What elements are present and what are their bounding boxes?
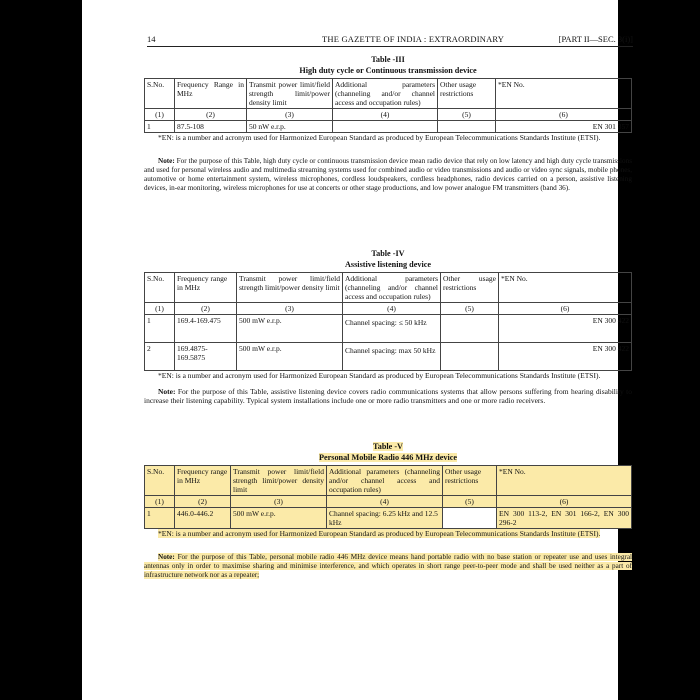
table5 — [144, 465, 632, 529]
colnum: (3) — [231, 496, 327, 508]
colnum: (6) — [496, 109, 632, 121]
table4-h-sno: S.No. — [145, 273, 175, 303]
note-label: Note: — [158, 386, 176, 396]
gazette-page — [82, 0, 633, 700]
note-text: For the purpose of this Table, high duty cycle or continuous transmission device mean radio device that rely on low latency and high duty cycle transmissions and used for personal wireless audio and multimedia streaming systems used for combined audio or video transmissions and audio or video sync signals, mobile phones, automotive or home entertainment system, wireless microphones, cordless loudspeakers, cordless headphones, radio devices carried on a person, assistive listening devices, in-ear monitoring, wireless microphones for use at concerts or other stage productions, and low power analogue FM transmitters (band 36). — [144, 156, 633, 193]
cell-other — [441, 315, 499, 343]
cell-freq: 446.0-446.2 — [175, 508, 231, 529]
page-header — [147, 34, 633, 47]
table5-footnote-wrap — [144, 529, 632, 539]
cell-freq: 87.5-108 — [175, 121, 247, 133]
colnum: (2) — [175, 496, 231, 508]
table4-label: Table -IV — [371, 249, 405, 258]
cell-freq: 169.4875-169.5875 — [175, 343, 237, 371]
cell-power: 500 mW e.r.p. — [231, 508, 327, 529]
table4-h-params: Additional parameters (channeling and/or channel access and occupation rules) — [343, 273, 441, 303]
cell-power: 50 nW e.r.p. — [247, 121, 333, 133]
note-label: Note: — [158, 552, 175, 561]
cell-en: EN 300 113-2, EN 301 166-2, EN 300 296-2 — [497, 508, 632, 529]
colnum: (3) — [247, 109, 333, 121]
colnum: (3) — [237, 303, 343, 315]
table3-h-other: Other usage restrictions — [438, 79, 496, 109]
cell-other — [438, 121, 496, 133]
table4-header-row — [145, 273, 632, 303]
table3 — [144, 78, 632, 133]
table4-note — [144, 387, 632, 406]
cell-en: EN 301 357 — [496, 121, 632, 133]
colnum: (4) — [343, 303, 441, 315]
table5-header-row — [145, 466, 632, 496]
table3-title: High duty cycle or Continuous transmission device — [299, 66, 477, 75]
table5-h-en: *EN No. — [497, 466, 632, 496]
page-number: 14 — [147, 34, 156, 44]
colnum: (4) — [327, 496, 443, 508]
note-text: For the purpose of this Table, assistive listening device covers radio communications systems that allow persons suffering from hearing disability to increase their listening capability. Typical system installations include one or more radio transmitters and one or more radio receivers. — [144, 386, 633, 405]
colnum: (1) — [145, 109, 175, 121]
table5-footnote: *EN: is a number and acronym used for Harmonized European Standard as produced by European Telecommunications Standards Institute (ETSI). — [158, 529, 601, 538]
cell-power: 500 mW e.r.p. — [237, 343, 343, 371]
table5-h-power: Transmit power limit/field strength limit/power density limit — [231, 466, 327, 496]
table5-colnum-row — [145, 496, 632, 508]
colnum: (5) — [443, 496, 497, 508]
colnum: (6) — [497, 496, 632, 508]
table-row — [145, 508, 632, 529]
table5-note — [144, 553, 632, 581]
table3-footnote: *EN: is a number and acronym used for Harmonized European Standard as produced by European Telecommunications Standards Institute (ETSI). — [158, 133, 601, 142]
table5-label: Table -V — [373, 442, 403, 451]
table5-h-other: Other usage restrictions — [443, 466, 497, 496]
table4-h-power: Transmit power limit/field strength limit/power density limit — [237, 273, 343, 303]
table-row — [145, 343, 632, 371]
note-label: Note: — [158, 156, 175, 165]
table3-h-freq: Frequency Range in MHz — [175, 79, 247, 109]
colnum: (5) — [441, 303, 499, 315]
cell-other — [443, 508, 497, 529]
cell-params: Channel spacing: max 50 kHz — [343, 343, 441, 371]
table3-label: Table -III — [371, 55, 405, 64]
colnum: (2) — [175, 303, 237, 315]
table3-header-row — [145, 79, 632, 109]
note-text: For the purpose of this Table, personal mobile radio 446 MHz device means hand portable radio with no base station or repeater use and uses integral antennas only in order to maximise sharing and minimise interference, and which operates in short range peer-to-peer mode and shall be used neither as a part of infrastructure network nor as a repeater; — [144, 552, 633, 580]
cell-params — [333, 121, 438, 133]
cell-sno: 1 — [145, 121, 175, 133]
table4-footnote: *EN: is a number and acronym used for Harmonized European Standard as produced by European Telecommunications Standards Institute (ETSI). — [158, 371, 601, 380]
table5-h-params: Additional parameters (channeling and/or channel access and occupation rules) — [327, 466, 443, 496]
table4-h-en: *EN No. — [499, 273, 632, 303]
cell-sno: 1 — [145, 508, 175, 529]
table3-h-en: *EN No. — [496, 79, 632, 109]
table5-section — [144, 441, 632, 580]
cell-sno: 1 — [145, 315, 175, 343]
table4-colnum-row — [145, 303, 632, 315]
cell-en: EN 300 422 — [499, 343, 632, 371]
table4-h-freq: Frequency range in MHz — [175, 273, 237, 303]
table3-note — [144, 157, 632, 194]
table4-section — [144, 248, 632, 405]
table4-title: Assistive listening device — [345, 260, 431, 269]
table5-h-freq: Frequency range in MHz — [175, 466, 231, 496]
cell-params: Channel spacing: 6.25 kHz and 12.5 kHz — [327, 508, 443, 529]
cell-params: Channel spacing: ≤ 50 kHz — [343, 315, 441, 343]
table3-h-power: Transmit power limit/field strength limit/power density limit — [247, 79, 333, 109]
colnum: (5) — [438, 109, 496, 121]
table4-h-other: Other usage restrictions — [441, 273, 499, 303]
table5-h-sno: S.No. — [145, 466, 175, 496]
cell-sno: 2 — [145, 343, 175, 371]
cell-other — [441, 343, 499, 371]
table-row — [145, 315, 632, 343]
cell-freq: 169.4-169.475 — [175, 315, 237, 343]
table3-colnum-row — [145, 109, 632, 121]
colnum: (1) — [145, 496, 175, 508]
table-row — [145, 121, 632, 133]
table3-section — [144, 54, 632, 194]
colnum: (4) — [333, 109, 438, 121]
table5-title: Personal Mobile Radio 446 MHz device — [318, 453, 458, 462]
table3-h-params: Additional parameters (channeling and/or channel access and occupation rules) — [333, 79, 438, 109]
table4 — [144, 272, 632, 371]
colnum: (6) — [499, 303, 632, 315]
table3-h-sno: S.No. — [145, 79, 175, 109]
colnum: (1) — [145, 303, 175, 315]
gazette-title: THE GAZETTE OF INDIA : EXTRAORDINARY — [322, 34, 505, 44]
cell-power: 500 mW e.r.p. — [237, 315, 343, 343]
part-section: [PART II—SEC. 3(i)] — [558, 34, 633, 44]
cell-en: EN 300 422 — [499, 315, 632, 343]
colnum: (2) — [175, 109, 247, 121]
